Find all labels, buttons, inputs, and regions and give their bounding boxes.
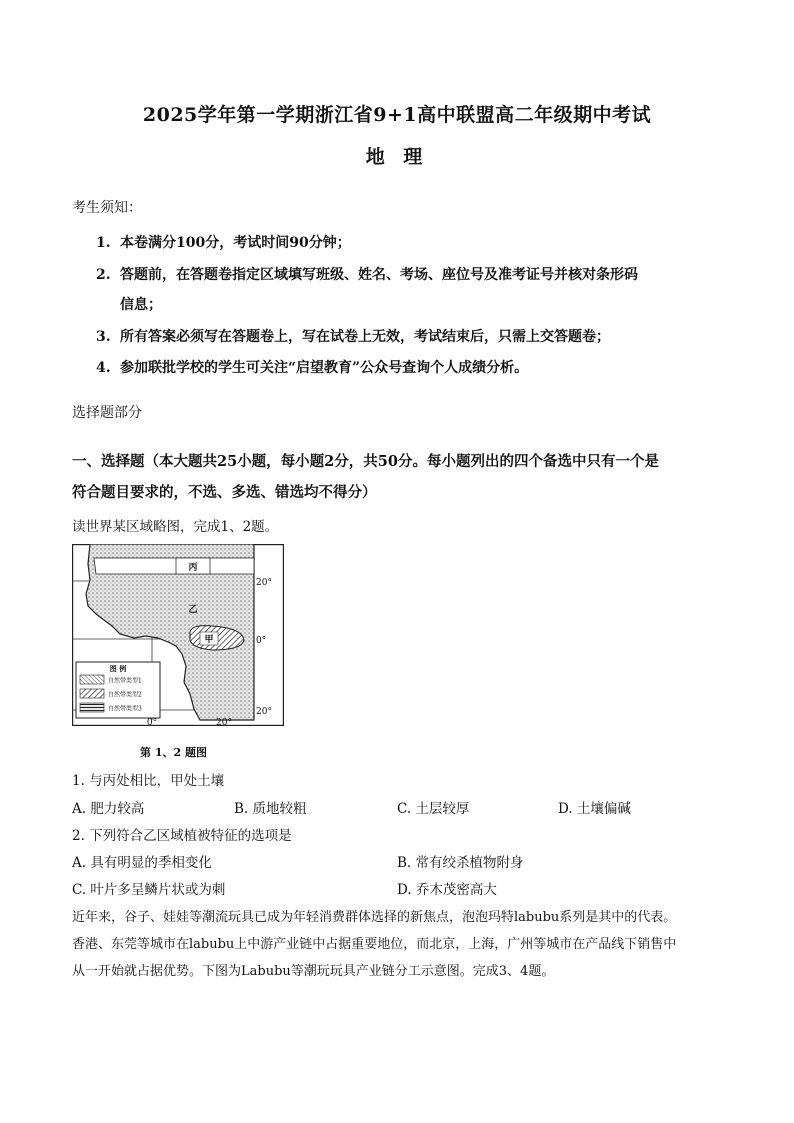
map-label-yi: 乙 xyxy=(188,605,198,615)
notice-item-text: 参加联批学校的学生可关注“启望教育”公众号查询个人成绩分析。 xyxy=(120,360,529,376)
exam-title: 2025学年第一学期浙江省9+1高中联盟高二年级期中考试 xyxy=(142,104,652,126)
passage-line-2: 香港、东莞等城市在labubu上中游产业链中占据重要地位，而北京，上海，广州等城市在产品线下销售中 xyxy=(72,937,677,952)
q1-option-d: D. 土壤偏碱 xyxy=(558,801,631,817)
notice-item-text: 本卷满分100分，考试时间90分钟； xyxy=(120,235,351,251)
q2-option-a: A. 具有明显的季相变化 xyxy=(72,855,212,871)
legend-item-3: 自然带类型3 xyxy=(108,705,142,713)
notice-item-text: 答题前，在答题卷指定区域填写班级、姓名、考场、座位号及准考证号并核对条形码 xyxy=(120,267,638,283)
legend-item-1: 自然带类型1 xyxy=(108,677,142,685)
notice-item-number: 1. xyxy=(96,235,111,251)
notice-heading: 考生须知： xyxy=(72,200,142,216)
notice-item-number: 4. xyxy=(96,360,111,376)
lon-label-0: 0° xyxy=(146,718,158,726)
passage-line-1: 近年来，谷子、娃娃等潮流玩具已成为年轻消费群体选择的新焦点，泡泡玛特labubu系列是其中的代表。 xyxy=(72,910,677,925)
notice-item-1 xyxy=(96,232,351,252)
q1-option-c: C. 土层较厚 xyxy=(397,801,470,817)
notice-item-4 xyxy=(96,357,528,377)
section-heading: 选择题部分 xyxy=(72,405,142,421)
subject-title: 地 理 xyxy=(365,146,429,168)
map-label-jia: 甲 xyxy=(204,635,214,645)
q2-option-c: C. 叶片多呈鳞片状或为刺 xyxy=(72,882,226,898)
notice-item-number: 2. xyxy=(96,267,111,283)
map-caption: 第 1、2 题图 xyxy=(140,746,207,759)
notice-item-2 xyxy=(96,264,638,284)
part-one-instructions-cont: 符合题目要求的，不选、多选、错选均不得分） xyxy=(72,484,377,501)
question-1-stem: 1. 与丙处相比，甲处土壤 xyxy=(72,773,225,789)
notice-item-text: 所有答案必须写在答题卷上，写在试卷上无效，考试结束后，只需上交答题卷； xyxy=(120,329,610,345)
map-label-bing: 丙 xyxy=(188,563,198,573)
passage-line-3: 从一开始就占据优势。下图为Labubu等潮玩玩具产业链分工示意图。完成3、4题。 xyxy=(72,964,555,979)
q1-option-a: A. 肥力较高 xyxy=(72,801,145,817)
question-2-stem: 2. 下列符合乙区域植被特征的选项是 xyxy=(72,828,292,844)
q2-option-b: B. 常有绞杀植物附身 xyxy=(397,855,524,871)
legend-item-2: 自然带类型2 xyxy=(108,691,142,699)
lat-label-20s: 20° xyxy=(256,707,272,717)
legend-title: 图 例 xyxy=(109,664,127,673)
lat-label-20n: 20° xyxy=(256,578,272,588)
q2-option-d: D. 乔木茂密高大 xyxy=(397,882,497,898)
part-one-instructions: 一、选择题（本大题共25小题，每小题2分，共50分。每小题列出的四个备选中只有一个是 xyxy=(72,453,659,470)
notice-item-3 xyxy=(96,326,610,346)
region-map xyxy=(72,544,284,726)
q1-option-b: B. 质地较粗 xyxy=(234,801,307,817)
lat-label-0: 0° xyxy=(256,636,267,646)
notice-item-number: 3. xyxy=(96,329,111,345)
map-intro: 读世界某区域略图，完成1、2题。 xyxy=(72,519,279,535)
notice-item-2-continued: 信息； xyxy=(120,297,162,313)
lon-label-20e: 20° xyxy=(216,718,232,726)
